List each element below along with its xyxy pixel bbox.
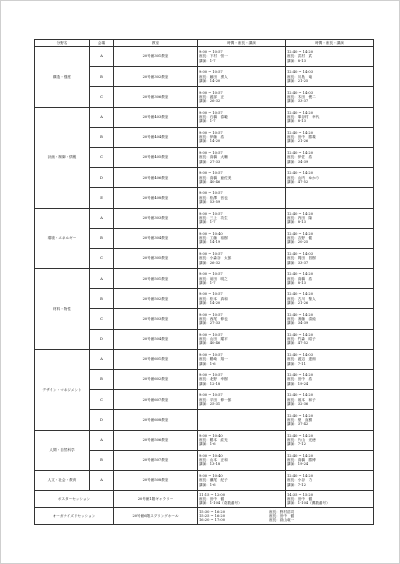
venue-letter: A [90, 470, 114, 490]
slot2-cell [286, 67, 374, 87]
slot1-cell [198, 248, 286, 268]
organized-chair: 座長：野村浩司 [269, 509, 295, 514]
room-name: 20号館507教室 [114, 450, 198, 470]
room-name: 20号館403教室 [114, 107, 198, 127]
venue-letter: D [90, 168, 114, 188]
session-line: 9:00 ~ 10:57 [199, 272, 223, 277]
session-line: 座長：山田 耀平 [199, 337, 228, 342]
session-line: 講演：27-33 [199, 321, 221, 326]
session-line: 9:00 ~ 10:57 [199, 171, 223, 176]
field-name: デザイン・マネジメント [35, 349, 90, 430]
venue-letter: C [90, 309, 114, 329]
session-line: 講演：12-18 [199, 381, 221, 386]
venue-letter: D [90, 329, 114, 349]
room-name: 20号館406教室 [114, 168, 198, 188]
room-name: 20号館602教室 [114, 370, 198, 390]
session-line: 講演：53-59 [199, 200, 221, 205]
session-line: 座長：木田 俊二 [287, 94, 316, 99]
slot2-cell [286, 269, 374, 289]
room-name: 20号館302教室 [114, 67, 198, 87]
session-line: 9:00 ~ 10:40 [199, 474, 223, 479]
session-line: 12:40 ~ 14:03 [287, 70, 314, 75]
venue-letter: B [90, 450, 114, 470]
room-name: 20号館404教室 [114, 127, 198, 147]
session-line: 座長：渡辺 達朗 [287, 357, 316, 362]
session-line: 講演：7-12 [287, 442, 306, 447]
venue-letter: A [90, 349, 114, 369]
session-line: 12:40 ~ 14:20 [287, 453, 314, 458]
organized-chair: 座長：田中 徹 [269, 513, 295, 518]
session-line: 12:40 ~ 14:20 [287, 211, 314, 216]
session-line: 12:40 ~ 14:20 [287, 413, 314, 418]
slot2-cell [286, 208, 374, 228]
organized-row [35, 508, 374, 525]
room-name: 20号館405教室 [114, 147, 198, 167]
venue-letter: A [90, 47, 114, 67]
session-line: 講演：8-13 [287, 58, 306, 63]
slot1-cell [198, 309, 286, 329]
session-line: 講演：19-24 [287, 381, 309, 386]
session-line: 9:00 ~ 10:57 [199, 211, 223, 216]
slot2-cell [286, 289, 374, 309]
room-name: 20号館508教室 [114, 470, 198, 490]
slot2-cell [286, 309, 374, 329]
session-line: 座長：壁 直樹 [287, 417, 313, 422]
session-line: 講演：20-25 [287, 240, 309, 245]
room-name: 20号館408教室 [114, 188, 198, 208]
session-row [35, 269, 374, 289]
header-row [35, 40, 374, 47]
session-line: 座長：鶴本 紘光 [199, 438, 228, 442]
organized-time: 16:20 ~ 17:00 [199, 518, 226, 523]
session-line: 講演：8-13 [287, 220, 306, 225]
session-line: 講演：13-18 [199, 462, 221, 467]
slot2-cell [286, 450, 374, 470]
venue-letter: B [90, 289, 114, 309]
slot1-cell [198, 349, 286, 369]
session-line: 講演：33-37 [287, 260, 309, 265]
session-line: 9:00 ~ 10:57 [199, 70, 223, 75]
room-name: 20号館506教室 [114, 430, 198, 450]
room-name: 20号館607教室 [114, 390, 198, 410]
session-line: 座長：高橋 大輔 [199, 155, 228, 160]
slot1-cell [198, 168, 286, 188]
poster-slot1 [198, 491, 286, 508]
venue-letter: B [90, 127, 114, 147]
session-line: 講演：1-7 [199, 280, 216, 285]
session-line: 座長：鶴崎 翔一 [199, 357, 228, 362]
session-line: 座長：竹森 昭子 [287, 337, 316, 342]
slot1-cell [198, 67, 286, 87]
session-line: 座長：小谷 力 [287, 478, 313, 483]
session-line: 座長：渡部 正 [199, 94, 225, 99]
venue-letter: D [90, 410, 114, 430]
slot2-cell [286, 147, 374, 167]
session-line: 座長：山本 正和 [199, 458, 228, 463]
session-line: 座長：小森谷 太郎 [199, 256, 232, 261]
session-line: 9:00 ~ 10:57 [199, 312, 223, 317]
venue-letter: A [90, 269, 114, 289]
session-line: 講演：7-11 [287, 361, 306, 366]
venue-letter: B [90, 370, 114, 390]
session-line: 講演：21-25 [287, 78, 309, 83]
session-line: 12:40 ~ 14:20 [287, 373, 314, 378]
session-line: 12:40 ~ 14:03 [287, 352, 314, 357]
session-line: 座長：高橋 亜佐美 [199, 175, 232, 180]
slot2-cell [286, 248, 374, 268]
slot1-cell [198, 87, 286, 107]
slot1-cell [198, 370, 286, 390]
session-line: 12:40 ~ 14:20 [287, 312, 314, 317]
session-line: 座長：高橋 浩 [287, 276, 313, 281]
session-line: 9:00 ~ 10:57 [199, 352, 223, 357]
session-line: 9:00 ~ 10:57 [199, 90, 223, 95]
slot1-cell [198, 208, 286, 228]
room-name: 20号館504教室 [114, 329, 198, 349]
room-name: 20号館608教室 [114, 410, 198, 430]
session-line: 講演：26-32 [199, 99, 221, 104]
slot1-cell [198, 228, 286, 248]
field-name: 人間・自然科学 [35, 430, 90, 470]
slot2-cell [286, 370, 374, 390]
session-line: 講演：25-31 [199, 401, 221, 406]
room-name: 20号館502教室 [114, 289, 198, 309]
session-line: 座長：坂本 和子 [287, 397, 316, 402]
session-line: 座長：北野 幸樹 [199, 377, 228, 382]
header-slot2: 時間・座長・講演 [286, 40, 374, 47]
session-line: 12:40 ~ 14:20 [287, 110, 314, 115]
session-line: 12:40 ~ 14:03 [287, 90, 314, 95]
session-row [35, 470, 374, 490]
session-line: 講演：1-104（奇数番号） [199, 501, 242, 506]
session-line: 9:00 ~ 10:57 [199, 252, 223, 257]
field-name: 計画・制御・情報 [35, 107, 90, 208]
session-line: 座長：下村 恒一 [199, 54, 228, 59]
session-line: 12:40 ~ 14:20 [287, 171, 314, 176]
session-line: 座長：内田 隆 [287, 215, 313, 220]
session-line: 12:40 ~ 14:20 [287, 50, 314, 55]
session-line: 講演：32-36 [287, 401, 309, 406]
session-line: 講演：1-6 [199, 361, 216, 366]
session-line: 座長：伊佐 浩 [287, 155, 313, 160]
slot1-cell [198, 127, 286, 147]
room-name: 20号館304教室 [114, 228, 198, 248]
venue-letter: B [90, 228, 114, 248]
session-line: 9:00 ~ 10:57 [199, 393, 223, 398]
slot1-cell [198, 450, 286, 470]
poster-slot2 [286, 491, 374, 508]
session-line: 9:00 ~ 10:57 [199, 332, 223, 337]
session-line: 座長：松本 真和 [199, 296, 228, 301]
session-line: 12:40 ~ 14:20 [287, 433, 314, 438]
session-line: 9:00 ~ 10:57 [199, 50, 223, 55]
slot2-cell [286, 168, 374, 188]
session-line: 講演：37-42 [287, 422, 309, 427]
session-line: 座長：藤田 勇人 [199, 74, 228, 79]
session-line: 講演：8-13 [287, 119, 306, 124]
room-name: 20号館305教室 [114, 248, 198, 268]
session-line: 座長：前田 明之 [199, 276, 228, 281]
session-line: 座長：西尾 伸也 [199, 316, 228, 321]
organized-line [199, 518, 372, 522]
session-line: 座長：古川 聖人 [287, 296, 316, 301]
organized-title: オーガナイズドセッション [35, 508, 114, 525]
room-name: 20号館301教室 [114, 47, 198, 67]
session-line: 9:00 ~ 10:57 [199, 130, 223, 135]
session-line: 12:40 ~ 14:20 [287, 292, 314, 297]
slot2-cell [286, 127, 374, 147]
session-line: 9:00 ~ 10:40 [199, 231, 223, 236]
organized-room: 20号館6階スプリングホール [114, 508, 198, 525]
session-line: 講演：7-12 [287, 482, 306, 487]
slot1-cell [198, 410, 286, 430]
session-line: 座長：吉野 健 [287, 236, 313, 241]
session-line: 講演：1-7 [199, 58, 216, 63]
session-line: 講演：1-6 [199, 442, 216, 447]
session-line: 9:00 ~ 10:57 [199, 110, 223, 115]
slot1-cell [198, 289, 286, 309]
venue-letter: B [90, 67, 114, 87]
session-line: 講演：47-52 [287, 179, 309, 184]
field-name: 材料・物性 [35, 269, 90, 350]
session-line: 講演：14-20 [199, 300, 221, 305]
session-line: 9:00 ~ 10:57 [199, 373, 223, 378]
field-name: 構造・強度 [35, 47, 90, 108]
venue-letter: C [90, 87, 114, 107]
session-line: 講演：1-6 [199, 482, 216, 487]
session-line: 講演：21-26 [287, 139, 309, 144]
session-line: 座長：三上 功生 [199, 215, 228, 220]
slot2-cell [286, 390, 374, 410]
session-line: 座長：平田 伸一郎 [199, 397, 232, 402]
slot2-cell [286, 430, 374, 450]
session-line: 9:00 ~ 10:57 [199, 191, 223, 196]
session-line: 座長：田中 浩 [287, 377, 313, 382]
session-line: 講演：19-24 [287, 462, 309, 467]
session-line: 講演：34-39 [287, 321, 309, 326]
room-name: 20号館503教室 [114, 309, 198, 329]
organized-slots [198, 508, 374, 525]
session-line: 講演：1-7 [199, 220, 216, 225]
session-line: 9:00 ~ 10:57 [199, 151, 223, 156]
slot2-cell [286, 87, 374, 107]
slot1-cell [198, 269, 286, 289]
slot1-cell [198, 147, 286, 167]
session-line: 座長：田中 勝義 [287, 135, 316, 140]
session-line: 講演：27-33 [199, 159, 221, 164]
header-field: 分野名 [35, 40, 90, 47]
session-row [35, 47, 374, 67]
session-line: 講演：40-46 [199, 179, 221, 184]
session-line: 講演：8-13 [287, 280, 306, 285]
session-line: 座長：石橋 春範 [199, 115, 228, 119]
session-line: 座長：川島 竜 [287, 74, 313, 79]
session-line: 12:40 ~ 14:20 [287, 272, 314, 277]
session-line: 講演：47-52 [287, 341, 309, 346]
session-line: 講演：1-7 [199, 119, 216, 124]
organized-chair: 座長：荻山竜一 [269, 518, 295, 523]
venue-letter: C [90, 147, 114, 167]
session-line: 12:40 ~ 14:20 [287, 474, 314, 479]
session-line: 講演：26-32 [199, 260, 221, 265]
slot2-cell [286, 329, 374, 349]
session-line: 9:00 ~ 10:40 [199, 433, 223, 438]
header-venue: 会場 [90, 40, 114, 47]
session-line: 講演：14-20 [199, 78, 221, 83]
session-line: 講演：40-46 [199, 341, 221, 346]
field-name: 人文・社会・教育 [35, 470, 90, 490]
session-line: 座長：山内 ゆかり [287, 175, 320, 180]
venue-letter: A [90, 208, 114, 228]
session-line: 講演：21-26 [287, 300, 309, 305]
field-name: 環境・エネルギー [35, 208, 90, 269]
session-line: 座長：片山 光徳 [287, 438, 316, 442]
organized-time: 15:30 ~ 16:20 [199, 509, 226, 514]
session-line: 座長：工藤 裕樹 [199, 236, 228, 241]
header-room: 教室 [114, 40, 198, 47]
venue-letter: A [90, 430, 114, 450]
session-line: 9:00 ~ 10:57 [199, 292, 223, 297]
session-line: 12:40 ~ 14:03 [287, 252, 314, 257]
room-name: 20号館306教室 [114, 87, 198, 107]
session-line: 座長：松澤 晋也 [199, 195, 228, 200]
slot1-cell [198, 390, 286, 410]
session-line: 座長：峯谷村 幸代 [287, 115, 320, 119]
session-line: 座長：武村 武 [287, 54, 313, 59]
session-row [35, 430, 374, 450]
slot1-cell [198, 107, 286, 127]
session-row [35, 107, 374, 127]
session-line: 座長：岡田 昌樹 [287, 256, 316, 261]
slot2-cell [286, 349, 374, 369]
slot2-cell [286, 410, 374, 430]
session-line: 座長：瀬尾 紀子 [199, 478, 228, 483]
slot2-cell [286, 47, 374, 67]
session-line: 講演：33-37 [287, 99, 309, 104]
session-line: 座長：田中 徹 [199, 496, 225, 501]
slot1-cell [198, 470, 286, 490]
schedule-table [34, 39, 374, 525]
session-line: 座長：田中 徹 [287, 496, 313, 501]
venue-letter: C [90, 390, 114, 410]
poster-room: 20号館1階ギャラリー [114, 491, 198, 508]
slot1-cell [198, 329, 286, 349]
slot2-cell [286, 188, 374, 208]
session-line: 座長：斎藤 清純 [287, 316, 316, 321]
session-line: 座長：伊藤 浩 [199, 135, 225, 140]
slot2-cell [286, 470, 374, 490]
session-line: 12:40 ~ 14:20 [287, 130, 314, 135]
room-name: 20号館303教室 [114, 208, 198, 228]
session-row [35, 208, 374, 228]
poster-row [35, 491, 374, 508]
room-name: 20号館601教室 [114, 349, 198, 369]
session-line: 12:40 ~ 14:20 [287, 393, 314, 398]
header-slot1: 時間・座長・講演 [198, 40, 286, 47]
session-line: 講演：34-39 [287, 159, 309, 164]
slot1-cell [198, 188, 286, 208]
slot1-cell [198, 47, 286, 67]
session-row [35, 349, 374, 369]
session-line: 座長：高橋 勝博 [287, 458, 316, 463]
organized-time: 15:25 ~ 16:20 [199, 513, 226, 518]
session-line: 12:40 ~ 14:20 [287, 231, 314, 236]
slot2-cell [286, 228, 374, 248]
venue-letter: A [90, 107, 114, 127]
venue-letter: C [90, 248, 114, 268]
session-line: 12:40 ~ 14:20 [287, 332, 314, 337]
poster-title: ポスターセッション [35, 491, 114, 508]
slot2-cell [286, 107, 374, 127]
session-line: 11:15 ~ 12:00 [199, 492, 226, 497]
session-line: 講演：14-19 [199, 240, 221, 245]
session-line: 12:40 ~ 14:20 [287, 151, 314, 156]
session-line: 講演：14-20 [199, 139, 221, 144]
session-line: 14:35 ~ 15:20 [287, 492, 314, 497]
session-line: 講演：1-104（偶数番号） [287, 501, 330, 506]
room-name: 20号館501教室 [114, 269, 198, 289]
venue-letter: E [90, 188, 114, 208]
session-line: 9:00 ~ 10:40 [199, 453, 223, 458]
slot1-cell [198, 430, 286, 450]
